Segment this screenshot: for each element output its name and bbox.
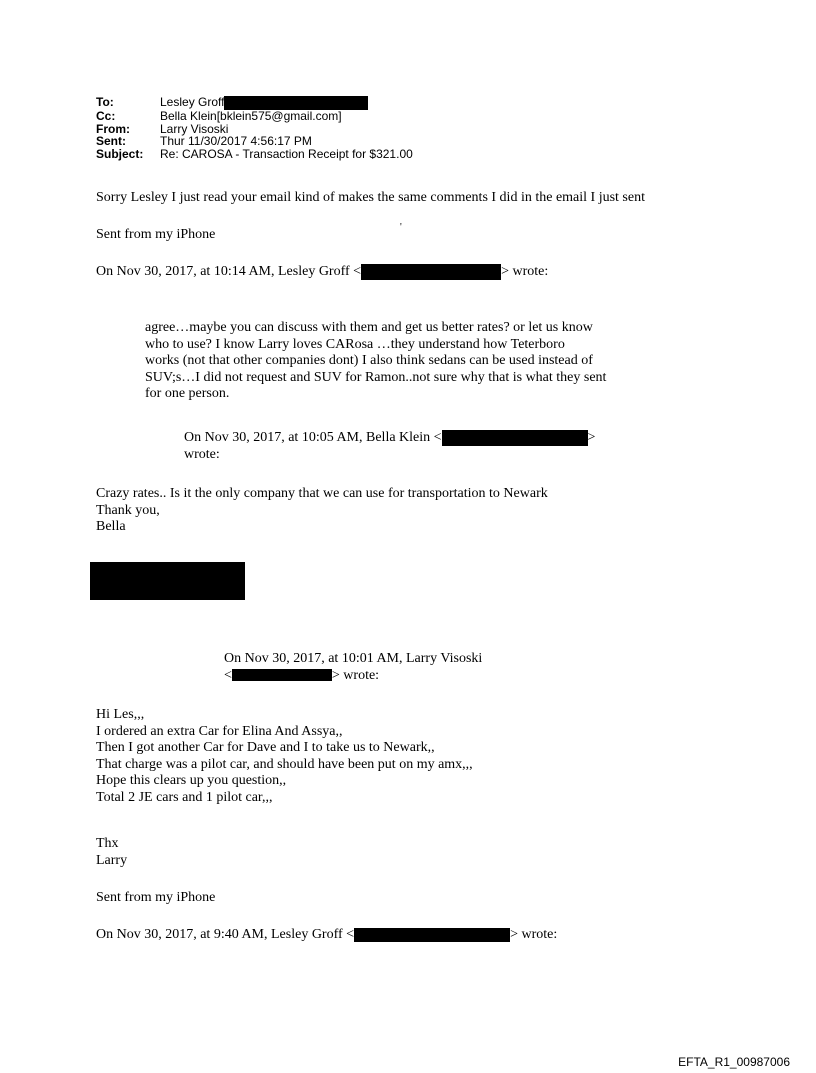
redaction-box [224, 96, 368, 110]
cc-row [96, 110, 413, 123]
redaction-box [232, 669, 332, 681]
document-id: EFTA_R1_00987006 [678, 1055, 790, 1069]
cc-label: Cc: [96, 109, 116, 123]
larry-line: Then I got another Car for Dave and I to take us to Newark,, [96, 740, 435, 755]
larry-message [96, 707, 473, 806]
to-label: To: [96, 95, 114, 109]
reply-line: for one person. [145, 386, 230, 401]
quote-header-4-suffix: > wrote: [510, 927, 558, 942]
quote-header-4 [96, 927, 557, 944]
quote-header-2-suffix: > [587, 430, 596, 446]
subject-label: Subject: [96, 146, 144, 161]
reply-line: SUV;s…I did not request and SUV for Ramon..not sure why that is what they sent [145, 369, 607, 385]
reply-line: works (not that other companies dont) I also think sedans can be used instead of [145, 353, 593, 368]
larry-line: Total 2 JE cars and 1 pilot car,,, [96, 789, 273, 805]
subject-row [96, 148, 413, 161]
redaction-box [90, 562, 245, 600]
from-value: Larry Visoski [160, 121, 229, 136]
bella-message [96, 486, 548, 536]
groff-reply [145, 320, 606, 403]
quote-header-3 [224, 651, 482, 684]
signoff-line: Larry [96, 852, 128, 868]
larry-line: That charge was a pilot car, and should have been put on my amx,,, [96, 756, 473, 772]
quote-header-2-wrote: wrote: [184, 446, 220, 462]
bella-line: Crazy rates.. Is it the only company that we can use for transportation to Newark [96, 486, 548, 501]
redaction-box [354, 928, 510, 942]
sent-from-iphone-1: Sent from my iPhone [96, 227, 216, 242]
quote-header-3-line2 [224, 668, 482, 685]
larry-line: Hope this clears up you question,, [96, 773, 287, 788]
subject-value: Re: CAROSA - Transaction Receipt for $321.00 [160, 146, 413, 161]
cc-value: Bella Klein[bklein575@gmail.com] [160, 109, 342, 123]
signoff-line: Thx [96, 836, 119, 851]
reply-line: who to use? I know Larry loves CARosa …they understand how Teterboro [145, 336, 565, 352]
sent-label: Sent: [96, 134, 126, 149]
quote-header-2-prefix: On Nov 30, 2017, at 10:05 AM, Bella Klein < [184, 430, 442, 446]
larry-line: Hi Les,,, [96, 707, 145, 722]
to-value: Lesley Groff [160, 95, 225, 109]
stray-mark: ' [400, 222, 402, 233]
quote-header-2-line [184, 430, 595, 447]
bella-line: Bella [96, 519, 126, 534]
sent-from-iphone-2: Sent from my iPhone [96, 890, 216, 905]
body-line-1: Sorry Lesley I just read your email kind of makes the same comments I did in the email I just sent [96, 190, 645, 205]
sent-value: Thur 11/30/2017 4:56:17 PM [160, 134, 312, 149]
redaction-box [361, 264, 501, 280]
quote-header-2 [184, 430, 595, 463]
larry-line: I ordered an extra Car for Elina And Assya,, [96, 723, 343, 739]
to-row [96, 96, 413, 110]
redaction-box [442, 430, 588, 446]
quote-header-3-suffix: > wrote: [331, 667, 380, 683]
bella-line: Thank you, [96, 502, 160, 518]
quote-header-3-prefix: < [224, 667, 232, 683]
sent-row [96, 135, 413, 148]
from-label: From: [96, 121, 130, 136]
quote-header-1-prefix: On Nov 30, 2017, at 10:14 AM, Lesley Groff < [96, 264, 362, 280]
quote-header-1 [96, 264, 548, 281]
quote-header-1-suffix: > wrote: [501, 264, 549, 280]
quote-header-3-line1: On Nov 30, 2017, at 10:01 AM, Larry Visoski [224, 651, 483, 666]
signoff [96, 836, 127, 869]
reply-line: agree…maybe you can discuss with them and get us better rates? or let us know [145, 320, 593, 335]
quote-header-4-prefix: On Nov 30, 2017, at 9:40 AM, Lesley Groff < [96, 927, 355, 942]
email-header [96, 96, 413, 160]
